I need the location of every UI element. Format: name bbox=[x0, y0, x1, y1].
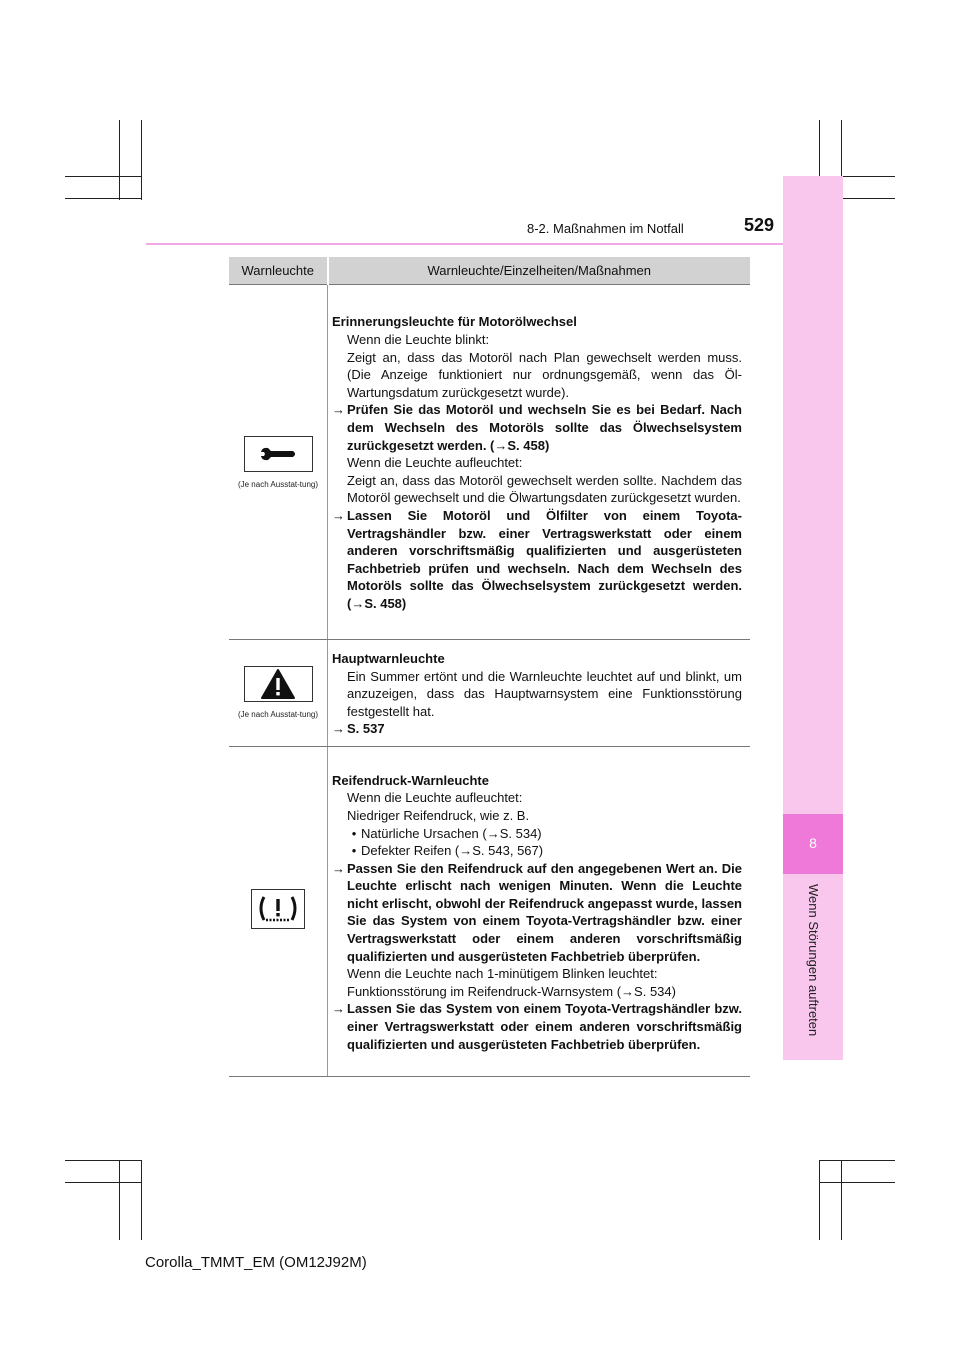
crop-mark bbox=[819, 1160, 820, 1240]
crop-mark bbox=[141, 1160, 142, 1240]
text-line: Funktionsstörung im Reifendruck-Warnsystem (→S. 534) bbox=[347, 983, 676, 999]
warning-light-table bbox=[229, 257, 750, 1077]
action-line bbox=[332, 860, 742, 966]
bullet-text: Natürliche Ursachen (→S. 534) bbox=[361, 825, 542, 841]
text-line: Wenn die Leuchte aufleuchtet: bbox=[347, 790, 523, 806]
wrench-icon bbox=[253, 437, 303, 471]
icon-cell bbox=[229, 640, 328, 747]
crop-mark bbox=[65, 1182, 141, 1183]
page-number: 529 bbox=[744, 215, 775, 235]
text-line: Ein Summer ertönt und die Warnleuchte leuchtet auf und blinkt, um anzuzeigen, dass das Hauptwarnsystem eine Funktionsstörung festgestellt hat. bbox=[347, 668, 742, 719]
crop-mark bbox=[65, 176, 141, 177]
action-line bbox=[332, 720, 742, 738]
crop-mark bbox=[141, 120, 142, 200]
oil-change-indicator bbox=[244, 436, 313, 472]
icon-cell bbox=[229, 285, 328, 640]
action-text: S. 537 bbox=[347, 721, 385, 737]
tire-pressure-indicator bbox=[251, 889, 305, 929]
column-header-details: Warnleuchte/Einzelheiten/Maßnahmen bbox=[328, 257, 751, 285]
crop-mark bbox=[841, 1160, 842, 1240]
bullet-item bbox=[332, 842, 742, 860]
table-header-row bbox=[229, 257, 750, 285]
action-text: Prüfen Sie das Motoröl und wechseln Sie es bei Bedarf. Nach dem Wechseln des Motoröls sollte das Ölwechselsystem zurückgesetzt werden. (→S. 458) bbox=[347, 402, 742, 453]
table-row bbox=[229, 640, 750, 747]
crop-mark bbox=[819, 1160, 895, 1161]
master-warning-icon bbox=[258, 667, 298, 701]
chapter-number: 8 bbox=[783, 814, 843, 874]
text-line: Zeigt an, dass das Motoröl gewechselt werden sollte. Nachdem das Motoröl gewechselt und die Ölwartungsdaten zurückgesetzt wurden. bbox=[347, 472, 742, 506]
bullet-item bbox=[332, 825, 742, 843]
entry-title: Erinnerungsleuchte für Motorölwechsel bbox=[332, 314, 577, 330]
details-cell bbox=[328, 640, 751, 747]
text-line: Zeigt an, dass das Motoröl nach Plan gewechselt werden muss. (Die Anzeige funktioniert nur ordnungsgemäß, wenn das Öl-Wartungsdatum zurückgesetzt wurde). bbox=[347, 349, 742, 400]
arrow-icon: → bbox=[332, 507, 345, 523]
crop-mark bbox=[119, 120, 120, 200]
icon-cell bbox=[229, 746, 328, 1076]
master-warning-indicator bbox=[244, 666, 313, 702]
column-header-warning-light: Warnleuchte bbox=[229, 257, 328, 285]
action-text: Lassen Sie das System von einem Toyota-Vertragshändler bzw. einer Vertragswerkstatt oder einem anderen vorschriftsmäßig qualifizierten und ausgerüsteten Fachbetrieb überprüfen. bbox=[347, 1001, 742, 1052]
text-line: Wenn die Leuchte aufleuchtet: bbox=[347, 455, 523, 471]
crop-mark bbox=[65, 198, 141, 199]
arrow-icon: → bbox=[332, 721, 345, 737]
arrow-icon: → bbox=[332, 402, 345, 418]
icon-note: (Je nach Ausstat-tung) bbox=[237, 710, 319, 720]
header-rule bbox=[146, 243, 783, 245]
crop-mark bbox=[65, 1160, 141, 1161]
action-text: Passen Sie den Reifendruck auf den angegebenen Wert an. Die Leuchte erlischt nach wenigen Minuten. Wenn die Leuchte nicht erlischt, obwohl der Reifendruck angepasst wurde, lassen Sie das System von einem Toyota-Vertragshändler bzw. einer Vertragswerkstatt oder einem anderen vorschriftsmäßig qualifizierten und ausgerüsteten Fachbetrieb überprüfen. bbox=[347, 860, 742, 964]
text-line: Wenn die Leuchte nach 1-minütigem Blinken leuchtet: bbox=[347, 966, 658, 982]
table-row bbox=[229, 285, 750, 640]
action-line bbox=[332, 401, 742, 454]
chapter-title: Wenn Störungen auftreten bbox=[806, 884, 821, 1037]
table-row bbox=[229, 746, 750, 1076]
details-cell bbox=[328, 746, 751, 1076]
entry-title: Hauptwarnleuchte bbox=[332, 651, 445, 666]
icon-note: (Je nach Ausstat-tung) bbox=[237, 479, 319, 489]
action-line bbox=[332, 507, 742, 613]
section-title: 8-2. Maßnahmen im Notfall bbox=[527, 221, 684, 236]
action-text: Lassen Sie Motoröl und Ölfilter von einem Toyota-Vertragshändler bzw. einer Vertragswerkstatt oder einem anderen vorschriftsmäßig qualifizierten und ausgerüsteten Fachbetrieb prüfen und wechseln. Nach dem Wechseln des Motoröls sollte das Ölwechselsystem zurückgesetzt werden. (→S. 458) bbox=[347, 507, 742, 611]
bullet-icon: • bbox=[351, 843, 357, 859]
bullet-icon: • bbox=[351, 825, 357, 841]
action-line bbox=[332, 1000, 742, 1053]
bullet-text: Defekter Reifen (→S. 543, 567) bbox=[361, 843, 544, 859]
crop-mark bbox=[819, 1182, 895, 1183]
details-cell bbox=[328, 285, 751, 640]
document-footer: Corolla_TMMT_EM (OM12J92M) bbox=[145, 1254, 367, 1271]
crop-mark bbox=[119, 1160, 120, 1240]
arrow-icon: → bbox=[332, 1001, 345, 1017]
text-line: Wenn die Leuchte blinkt: bbox=[347, 332, 490, 348]
tire-pressure-icon bbox=[252, 890, 304, 928]
text-line: Niedriger Reifendruck, wie z. B. bbox=[347, 807, 530, 823]
arrow-icon: → bbox=[332, 860, 345, 876]
entry-title: Reifendruck-Warnleuchte bbox=[332, 772, 489, 788]
